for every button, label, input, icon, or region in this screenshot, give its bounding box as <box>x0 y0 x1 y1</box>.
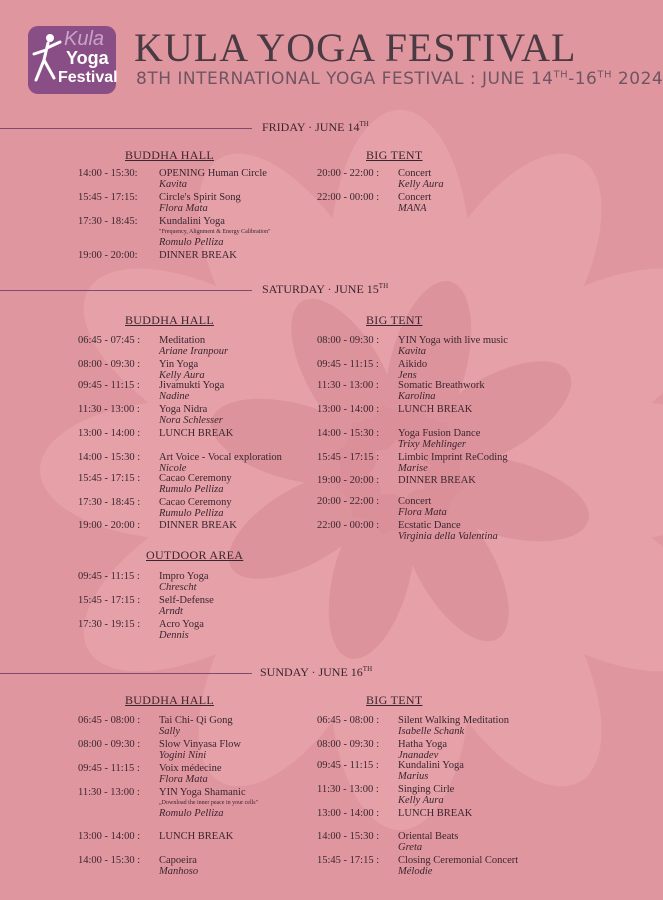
logo-text-festival: Festival <box>58 69 118 86</box>
logo-text-kula: Kula <box>64 28 105 50</box>
page-subtitle: 8TH INTERNATIONAL YOGA FESTIVAL : JUNE 14TH-16TH 2024 <box>136 69 663 89</box>
sunday-heading: SUNDAY · JUNE 16TH <box>260 665 373 679</box>
friday-heading: FRIDAY · JUNE 14TH <box>262 120 369 134</box>
saturday-heading: SATURDAY · JUNE 15TH <box>262 282 389 296</box>
sunday-divider <box>0 673 252 674</box>
saturday-big-tent-heading: BIG TENT <box>366 313 423 327</box>
sunday-buddha-hall-heading: BUDDHA HALL <box>125 693 214 707</box>
friday-buddha-hall-heading: BUDDHA HALL <box>125 148 214 162</box>
friday-divider <box>0 128 252 129</box>
saturday-buddha-hall-heading: BUDDHA HALL <box>125 313 214 327</box>
logo-text-yoga: Yoga <box>66 48 109 68</box>
friday-big-tent-heading: BIG TENT <box>366 148 423 162</box>
festival-logo <box>28 26 116 94</box>
saturday-outdoor-area-heading: OUTDOOR AREA <box>146 548 244 562</box>
saturday-divider <box>0 290 252 291</box>
page-title: KULA YOGA FESTIVAL <box>134 25 577 70</box>
sunday-big-tent-heading: BIG TENT <box>366 693 423 707</box>
